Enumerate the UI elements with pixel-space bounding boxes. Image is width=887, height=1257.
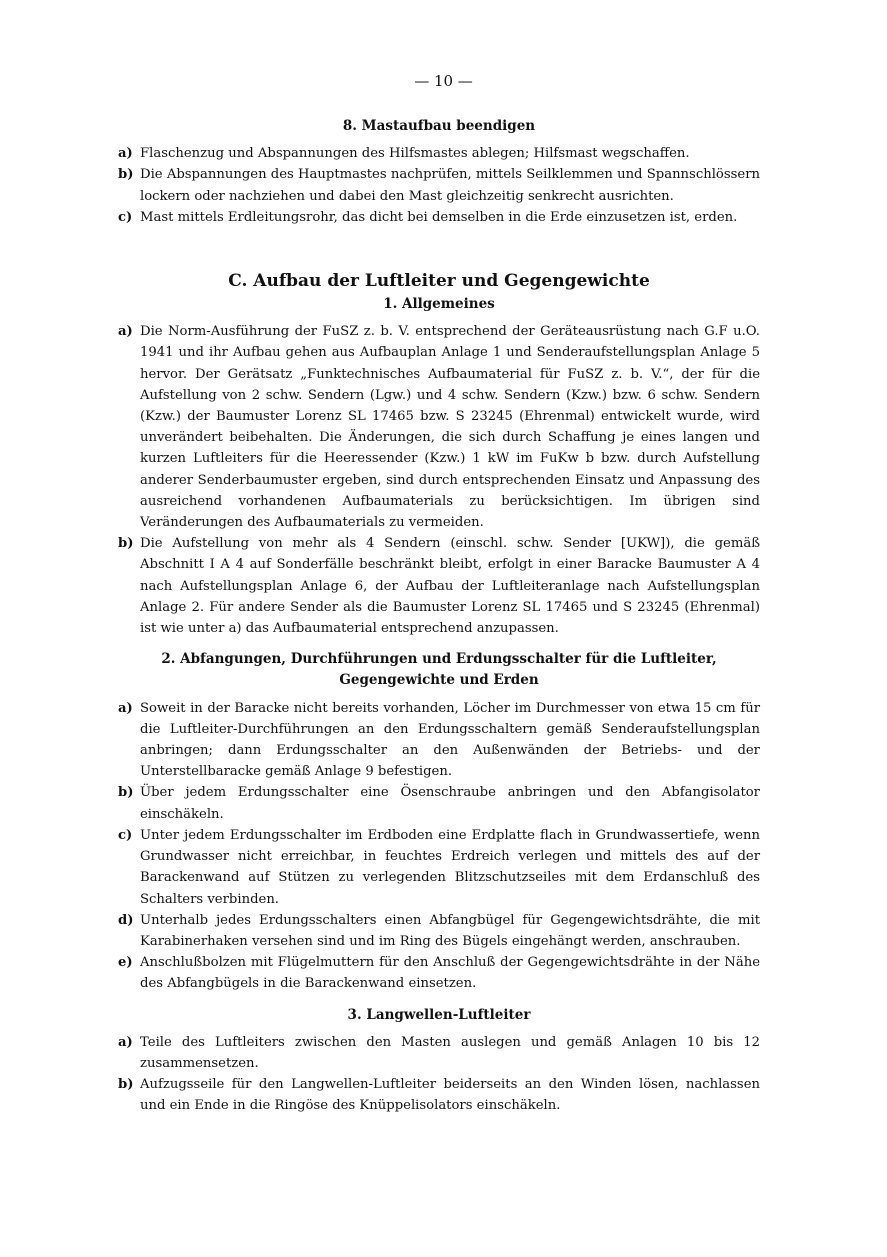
item-text: Die Abspannungen des Hauptmastes nachprüfen, mittels Seilklemmen und Spannschlössern lockern oder nachziehen und dabei den Mast gleichzeitig senkrecht ausrichten. (140, 167, 760, 204)
item-text: Über jedem Erdungsschalter eine Ösenschraube anbringen und den Abfangisolator einschäkeln. (140, 785, 760, 822)
item-label: a) (118, 1034, 133, 1050)
subsection-3-item-a (118, 1032, 760, 1074)
subsection-1-heading: 1. Allgemeines (383, 296, 495, 313)
item-text: Mast mittels Erdleitungsrohr, das dicht bei demselben in die Erde einzusetzen ist, erden. (140, 209, 738, 225)
subsection-3-item-b (118, 1074, 760, 1116)
item-text: Aufzugsseile für den Langwellen-Luftleiter beiderseits an den Winden lösen, nachlassen und ein Ende in die Ringöse des Knüppelisolators einschäkeln. (140, 1077, 760, 1114)
item-label: c) (118, 209, 133, 225)
item-label: c) (118, 827, 133, 843)
item-text: Soweit in der Baracke nicht bereits vorhanden, Löcher im Durchmesser von etwa 15 cm für die Luftleiter-Durchführungen an den Erdungsschaltern gemäß Senderaufstellungsplan anbringen; dann Erdungsschalter an den Außenwänden der Betriebs- und der Unterstellbaracke gemäß Anlage 9 befestigen. (140, 700, 760, 780)
subsection-2-item-b (118, 782, 760, 824)
subsection-2-heading-line2: Gegengewichte und Erden (339, 672, 539, 689)
page-number: — 10 — (414, 72, 473, 90)
item-text: Die Norm-Ausführung der FuSZ z. b. V. entsprechend der Geräteausrüstung nach G.F u.O. 1941 und ihr Aufbau gehen aus Aufbauplan Anlage 1 und Senderaufstellungsplan Anlage 5 hervor. Der Gerätsatz „Funktechnisches Aufbaumaterial für FuSZ z. b. V.“, der für die Aufstellung von 2 schw. Sendern (Lgw.) und 4 schw. Sendern (Kzw.) bzw. 6 schw. Sendern (Kzw.) der Baumuster Lorenz SL 17465 bzw. S 23245 (Ehrenmal) entwickelt wurde, wird unverändert beibehalten. Die Änderungen, die sich durch Schaffung je eines langen und kurzen Luftleiters für die Heeressender (Kzw.) 1 kW im FuKw b bzw. durch Aufstellung anderer Senderbaumuster ergeben, sind durch entsprechenden Einsatz und Anpassung des ausreichend vorhandenen Aufbaumaterials zu berücksichtigen. Im übrigen sind Veränderungen des Aufbaumaterials zu vermeiden. (140, 324, 760, 531)
item-label: b) (118, 536, 134, 552)
item-label: b) (118, 785, 134, 801)
item-text: Die Aufstellung von mehr als 4 Sendern (einschl. schw. Sender [UKW]), die gemäß Abschnitt I A 4 auf Sonderfälle beschränkt bleibt, erfolgt in einer Baracke Baumuster A 4 nach Aufstellungsplan Anlage 6, der Aufbau der Luftleiteranlage nach Aufstellungsplan Anlage 2. Für andere Sender als die Baumuster Lorenz SL 17465 und S 23245 (Ehrenmal) ist wie unter a) das Aufbaumaterial entsprechend anzupassen. (140, 536, 760, 637)
page-content (118, 116, 760, 1117)
item-label: a) (118, 700, 133, 716)
subsection-1-item-a (118, 321, 760, 533)
subsection-2-item-d (118, 910, 760, 952)
section-8-item-c (118, 207, 760, 228)
section-c-heading: C. Aufbau der Luftleiter und Gegengewichte (228, 271, 650, 292)
item-label: a) (118, 324, 133, 340)
subsection-2-item-c (118, 825, 760, 910)
item-text: Unterhalb jedes Erdungsschalters einen Abfangbügel für Gegengewichtsdrähte, die mit Karabinerhaken versehen sind und im Ring des Bügels eingehängt werden, anschrauben. (140, 912, 760, 949)
subsection-2-item-e (118, 952, 760, 994)
item-label: a) (118, 146, 133, 162)
item-text: Anschlußbolzen mit Flügelmuttern für den Anschluß der Gegengewichtsdrähte in der Nähe des Abfangbügels in die Barackenwand einsetzen. (140, 955, 760, 992)
item-label: e) (118, 955, 133, 971)
subsection-2-heading-line1: 2. Abfangungen, Durchführungen und Erdungsschalter für die Luftleiter, (161, 651, 717, 668)
section-8-heading: 8. Mastaufbau beendigen (342, 118, 536, 134)
item-label: d) (118, 912, 134, 928)
subsection-3-heading: 3. Langwellen-Luftleiter (347, 1006, 531, 1023)
item-text: Teile des Luftleiters zwischen den Masten auslegen und gemäß Anlagen 10 bis 12 zusammensetzen. (140, 1034, 760, 1071)
item-text: Unter jedem Erdungsschalter im Erdboden eine Erdplatte flach in Grundwassertiefe, wenn Grundwasser nicht erreichbar, in feuchtes Erdreich verlegen und mittels des auf der Barackenwand auf Stützen zu verlegenden Blitzschutzseiles mit dem Erdanschluß des Schalters verbinden. (140, 827, 760, 907)
subsection-2-item-a (118, 698, 760, 783)
item-text: Flaschenzug und Abspannungen des Hilfsmastes ablegen; Hilfsmast wegschaffen. (140, 146, 690, 162)
item-label: b) (118, 167, 134, 183)
section-8-item-a (118, 143, 760, 164)
section-8-item-b (118, 164, 760, 206)
item-label: b) (118, 1077, 134, 1093)
subsection-1-item-b (118, 533, 760, 639)
